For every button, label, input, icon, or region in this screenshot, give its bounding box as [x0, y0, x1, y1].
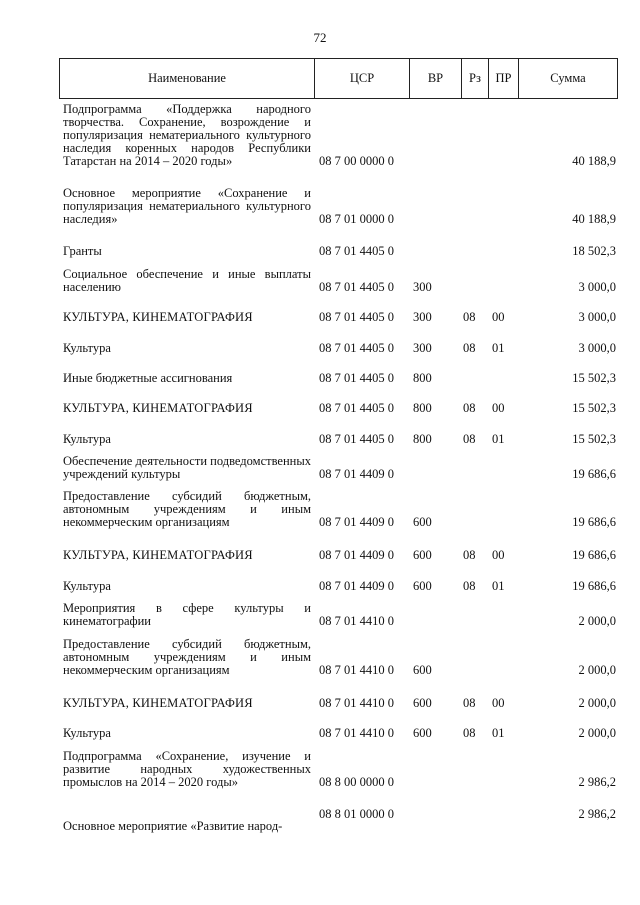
row-pr [488, 490, 520, 529]
row-name: Предоставление субсидий бюджетным, автономным учреждениям и иным некоммерческим организациям [63, 489, 311, 529]
row-sum: 2 000,0 [578, 726, 616, 740]
row-sum: 40 188,9 [572, 212, 616, 226]
row-rz [461, 268, 488, 294]
row-csr: 08 8 00 0000 0 [319, 775, 394, 789]
row-rz: 08 [463, 726, 476, 740]
row-vr [409, 103, 461, 168]
row-pr [488, 372, 520, 385]
row-pr [488, 268, 520, 294]
row-rz: 08 [463, 579, 476, 593]
row-rz: 08 [463, 341, 476, 355]
row-csr: 08 7 01 4405 0 [319, 401, 394, 415]
row-rz [461, 808, 488, 833]
row-pr: 00 [492, 310, 505, 324]
row-sum: 3 000,0 [578, 280, 616, 294]
row-rz [461, 372, 488, 385]
table-row [59, 311, 618, 324]
row-csr: 08 7 01 4410 0 [319, 726, 394, 740]
row-vr [409, 602, 461, 628]
row-name: Культура [63, 341, 111, 355]
row-csr: 08 7 01 4405 0 [319, 244, 394, 258]
row-csr: 08 7 01 4405 0 [319, 371, 394, 385]
row-rz: 08 [463, 548, 476, 562]
row-sum: 19 686,6 [572, 579, 616, 593]
header-csr: ЦСР [315, 59, 410, 98]
table-row [59, 580, 618, 593]
row-pr [488, 103, 520, 168]
row-pr: 00 [492, 696, 505, 710]
row-vr: 800 [413, 432, 432, 446]
row-csr: 08 7 01 4405 0 [319, 432, 394, 446]
row-rz: 08 [463, 696, 476, 710]
row-pr [488, 187, 520, 226]
row-sum: 3 000,0 [578, 341, 616, 355]
row-csr: 08 7 01 4405 0 [319, 310, 394, 324]
header-vr: ВР [410, 59, 462, 98]
table-row [59, 808, 618, 833]
row-vr: 600 [413, 579, 432, 593]
row-name: КУЛЬТУРА, КИНЕМАТОГРАФИЯ [63, 401, 253, 415]
table-row [59, 187, 618, 226]
row-rz [461, 602, 488, 628]
table-row [59, 372, 618, 385]
row-vr: 600 [413, 663, 432, 677]
row-sum: 19 686,6 [572, 548, 616, 562]
row-name: Иные бюджетные ассигнования [63, 371, 233, 385]
table-row [59, 697, 618, 710]
row-name: Подпрограмма «Поддержка народного творчества. Сохранение, возрождение и популяризация нематериального культурного наследия коренных народов Республики Татарстан на 2014 – 2020 годы» [63, 102, 311, 168]
row-csr: 08 7 01 4409 0 [319, 548, 394, 562]
row-sum: 19 686,6 [572, 467, 616, 481]
table-row [59, 727, 618, 740]
table-row [59, 402, 618, 415]
table-row [59, 103, 618, 168]
row-sum: 18 502,3 [572, 244, 616, 258]
table-row [59, 638, 618, 677]
row-sum: 15 502,3 [572, 401, 616, 415]
row-csr: 08 7 00 0000 0 [319, 154, 394, 168]
row-vr: 600 [413, 548, 432, 562]
row-pr: 01 [492, 726, 505, 740]
row-name: Мероприятия в сфере культуры и кинематографии [63, 601, 311, 628]
row-csr: 08 7 01 4405 0 [319, 341, 394, 355]
row-csr: 08 7 01 4409 0 [319, 579, 394, 593]
row-sum: 2 000,0 [578, 696, 616, 710]
row-sum: 2 986,2 [578, 775, 616, 789]
row-sum: 40 188,9 [572, 154, 616, 168]
row-rz: 08 [463, 401, 476, 415]
row-vr: 300 [413, 341, 432, 355]
row-sum: 15 502,3 [572, 371, 616, 385]
row-pr [488, 455, 520, 481]
row-name: Основное мероприятие «Сохранение и популяризация нематериального культурного наследия» [63, 186, 311, 226]
row-pr: 00 [492, 401, 505, 415]
row-pr [488, 602, 520, 628]
row-csr: 08 7 01 4410 0 [319, 696, 394, 710]
row-vr [409, 808, 461, 833]
row-sum: 2 000,0 [578, 663, 616, 677]
header-rz: Рз [462, 59, 489, 98]
row-name: Гранты [63, 244, 102, 258]
table-row [59, 268, 618, 294]
row-vr: 800 [413, 401, 432, 415]
table-row [59, 602, 618, 628]
row-rz [461, 638, 488, 677]
table-row [59, 342, 618, 355]
row-rz [461, 455, 488, 481]
row-rz [461, 187, 488, 226]
row-pr: 01 [492, 432, 505, 446]
header-sum: Сумма [550, 71, 586, 85]
table-row [59, 245, 618, 258]
row-vr: 300 [413, 310, 432, 324]
row-sum: 3 000,0 [578, 310, 616, 324]
row-csr: 08 7 01 0000 0 [319, 212, 394, 226]
row-csr: 08 8 01 0000 0 [319, 807, 394, 821]
row-sum: 2 986,2 [578, 807, 616, 821]
row-csr: 08 7 01 4410 0 [319, 663, 394, 677]
row-name: Культура [63, 432, 111, 446]
row-name: Социальное обеспечение и иные выплаты населению [63, 267, 311, 294]
row-rz [461, 750, 488, 789]
row-rz [461, 245, 488, 258]
row-sum: 19 686,6 [572, 515, 616, 529]
row-name: КУЛЬТУРА, КИНЕМАТОГРАФИЯ [63, 310, 253, 324]
row-name: КУЛЬТУРА, КИНЕМАТОГРАФИЯ [63, 696, 253, 710]
row-pr: 01 [492, 579, 505, 593]
row-csr: 08 7 01 4409 0 [319, 467, 394, 481]
row-vr [409, 187, 461, 226]
row-name: Обеспечение деятельности подведомственных учреждений культуры [63, 454, 311, 481]
row-rz [461, 490, 488, 529]
row-vr [409, 750, 461, 789]
row-vr: 300 [413, 280, 432, 294]
row-name: Культура [63, 579, 111, 593]
header-pr: ПР [489, 59, 519, 98]
row-sum: 2 000,0 [578, 614, 616, 628]
row-vr: 600 [413, 726, 432, 740]
row-pr [488, 638, 520, 677]
row-csr: 08 7 01 4410 0 [319, 614, 394, 628]
row-vr [409, 245, 461, 258]
row-name: Подпрограмма «Сохранение, изучение и развитие народных художественных промыслов на 2014 – 2020 годы» [63, 749, 311, 789]
row-pr [488, 808, 520, 833]
row-rz: 08 [463, 310, 476, 324]
table-row [59, 490, 618, 529]
table-header [59, 58, 618, 99]
table-row [59, 433, 618, 446]
table-row [59, 549, 618, 562]
row-sum: 15 502,3 [572, 432, 616, 446]
row-name: КУЛЬТУРА, КИНЕМАТОГРАФИЯ [63, 548, 253, 562]
row-vr: 600 [413, 696, 432, 710]
row-rz: 08 [463, 432, 476, 446]
row-name: Основное мероприятие «Развитие народ- [63, 819, 283, 833]
table-row [59, 455, 618, 481]
row-vr: 800 [413, 371, 432, 385]
row-pr: 00 [492, 548, 505, 562]
row-pr: 01 [492, 341, 505, 355]
page-number: 72 [313, 30, 327, 45]
header-name: Наименование [60, 59, 315, 98]
row-csr: 08 7 01 4405 0 [319, 280, 394, 294]
row-vr: 600 [413, 515, 432, 529]
row-pr [488, 750, 520, 789]
row-name: Культура [63, 726, 111, 740]
row-pr [488, 245, 520, 258]
row-rz [461, 103, 488, 168]
row-csr: 08 7 01 4409 0 [319, 515, 394, 529]
row-name: Предоставление субсидий бюджетным, автономным учреждениям и иным некоммерческим организациям [63, 637, 311, 677]
row-vr [409, 455, 461, 481]
table-row [59, 750, 618, 789]
